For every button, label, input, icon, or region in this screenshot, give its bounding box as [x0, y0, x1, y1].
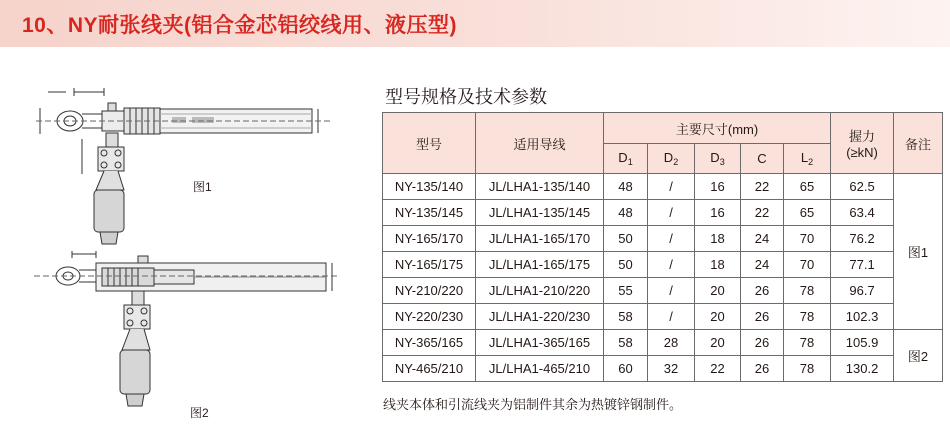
header-l2-letter: L — [800, 150, 809, 165]
cell-model: NY-210/220 — [383, 278, 476, 304]
cell-grip: 102.3 — [831, 304, 894, 330]
cell-d3: 20 — [695, 278, 741, 304]
spec-table — [382, 112, 943, 382]
cell-d2: 32 — [648, 356, 695, 382]
figure-1-label: 图1 — [193, 180, 212, 194]
table-row — [383, 226, 943, 252]
cell-d3: 20 — [695, 330, 741, 356]
cell-d1: 50 — [604, 226, 648, 252]
table-row — [383, 252, 943, 278]
table-row — [383, 174, 943, 200]
cell-c: 26 — [741, 356, 784, 382]
cell-d3: 20 — [695, 304, 741, 330]
cell-d1: 58 — [604, 304, 648, 330]
cell-d3: 18 — [695, 252, 741, 278]
header-conductor: 适用导线 — [476, 113, 604, 174]
cell-note-figure-2: 图2 — [894, 330, 943, 382]
cell-d1: 48 — [604, 200, 648, 226]
figure-2-label: 图2 — [190, 406, 209, 420]
header-grip-unit: (≥kN) — [846, 145, 878, 160]
header-c: C — [741, 144, 784, 174]
cell-d2: / — [648, 226, 695, 252]
table-row — [383, 304, 943, 330]
cell-model: NY-165/175 — [383, 252, 476, 278]
cell-d2: / — [648, 200, 695, 226]
header-main-dimensions: 主要尺寸(mm) — [604, 113, 831, 144]
cell-c: 26 — [741, 304, 784, 330]
cell-grip: 76.2 — [831, 226, 894, 252]
cell-model: NY-220/230 — [383, 304, 476, 330]
cell-l2: 65 — [784, 200, 831, 226]
header-d3-letter: D — [710, 150, 720, 165]
header-l2 — [784, 144, 831, 174]
cell-c: 26 — [741, 330, 784, 356]
cell-conductor: JL/LHA1-135/140 — [476, 174, 604, 200]
header-grip — [831, 113, 894, 174]
cell-l2: 70 — [784, 226, 831, 252]
cell-conductor: JL/LHA1-165/175 — [476, 252, 604, 278]
table-row — [383, 278, 943, 304]
cell-l2: 70 — [784, 252, 831, 278]
cell-l2: 65 — [784, 174, 831, 200]
cell-l2: 78 — [784, 304, 831, 330]
cell-conductor: JL/LHA1-465/210 — [476, 356, 604, 382]
cell-conductor: JL/LHA1-165/170 — [476, 226, 604, 252]
header-d3 — [695, 144, 741, 174]
header-d2-letter: D — [663, 150, 674, 165]
cell-d1: 55 — [604, 278, 648, 304]
cell-d2: 28 — [648, 330, 695, 356]
cell-grip: 130.2 — [831, 356, 894, 382]
table-row — [383, 356, 943, 382]
cell-d2: / — [648, 174, 695, 200]
header-grip-label: 握力 — [849, 129, 876, 144]
cell-model: NY-365/165 — [383, 330, 476, 356]
footnote: 线夹本体和引流线夹为铝制件其余为热镀锌钢制件。 — [383, 397, 683, 412]
cell-d2: / — [648, 278, 695, 304]
header-l2-sub: 2 — [808, 157, 814, 167]
cell-c: 22 — [741, 174, 784, 200]
header-d1 — [604, 144, 648, 174]
cell-d2: / — [648, 304, 695, 330]
cell-d3: 22 — [695, 356, 741, 382]
cell-d3: 16 — [695, 174, 741, 200]
cell-model: NY-135/145 — [383, 200, 476, 226]
cell-model: NY-465/210 — [383, 356, 476, 382]
cell-d1: 50 — [604, 252, 648, 278]
cell-conductor: JL/LHA1-365/165 — [476, 330, 604, 356]
cell-d3: 16 — [695, 200, 741, 226]
cell-c: 22 — [741, 200, 784, 226]
cell-d1: 58 — [604, 330, 648, 356]
cell-l2: 78 — [784, 356, 831, 382]
table-title: 型号规格及技术参数 — [385, 87, 547, 107]
cell-c: 24 — [741, 226, 784, 252]
cell-d1: 60 — [604, 356, 648, 382]
cell-conductor: JL/LHA1-210/220 — [476, 278, 604, 304]
header-d1-letter: D — [618, 150, 628, 165]
header-note: 备注 — [894, 113, 943, 174]
cell-model: NY-165/170 — [383, 226, 476, 252]
header-model: 型号 — [383, 113, 476, 174]
cell-c: 24 — [741, 252, 784, 278]
cell-l2: 78 — [784, 278, 831, 304]
header-d2-sub: 2 — [673, 157, 679, 167]
cell-grip: 105.9 — [831, 330, 894, 356]
cell-note-figure-1: 图1 — [894, 174, 943, 330]
table-row — [383, 200, 943, 226]
cell-c: 26 — [741, 278, 784, 304]
header-banner — [0, 0, 950, 47]
cell-grip: 63.4 — [831, 200, 894, 226]
cell-model: NY-135/140 — [383, 174, 476, 200]
table-row — [383, 330, 943, 356]
header-d1-sub: 1 — [627, 157, 633, 167]
cell-conductor: JL/LHA1-220/230 — [476, 304, 604, 330]
figure-1-drawing — [22, 84, 342, 254]
cell-conductor: JL/LHA1-135/145 — [476, 200, 604, 226]
cell-grip: 62.5 — [831, 174, 894, 200]
figure-2-drawing — [22, 250, 342, 420]
cell-d3: 18 — [695, 226, 741, 252]
cell-grip: 77.1 — [831, 252, 894, 278]
header-d2 — [648, 144, 695, 174]
page-title: 10、NY耐张线夹(铝合金芯铝绞线用、液压型) — [22, 14, 458, 37]
header-d3-sub: 3 — [719, 157, 725, 167]
cell-d1: 48 — [604, 174, 648, 200]
cell-d2: / — [648, 252, 695, 278]
cell-l2: 78 — [784, 330, 831, 356]
cell-grip: 96.7 — [831, 278, 894, 304]
